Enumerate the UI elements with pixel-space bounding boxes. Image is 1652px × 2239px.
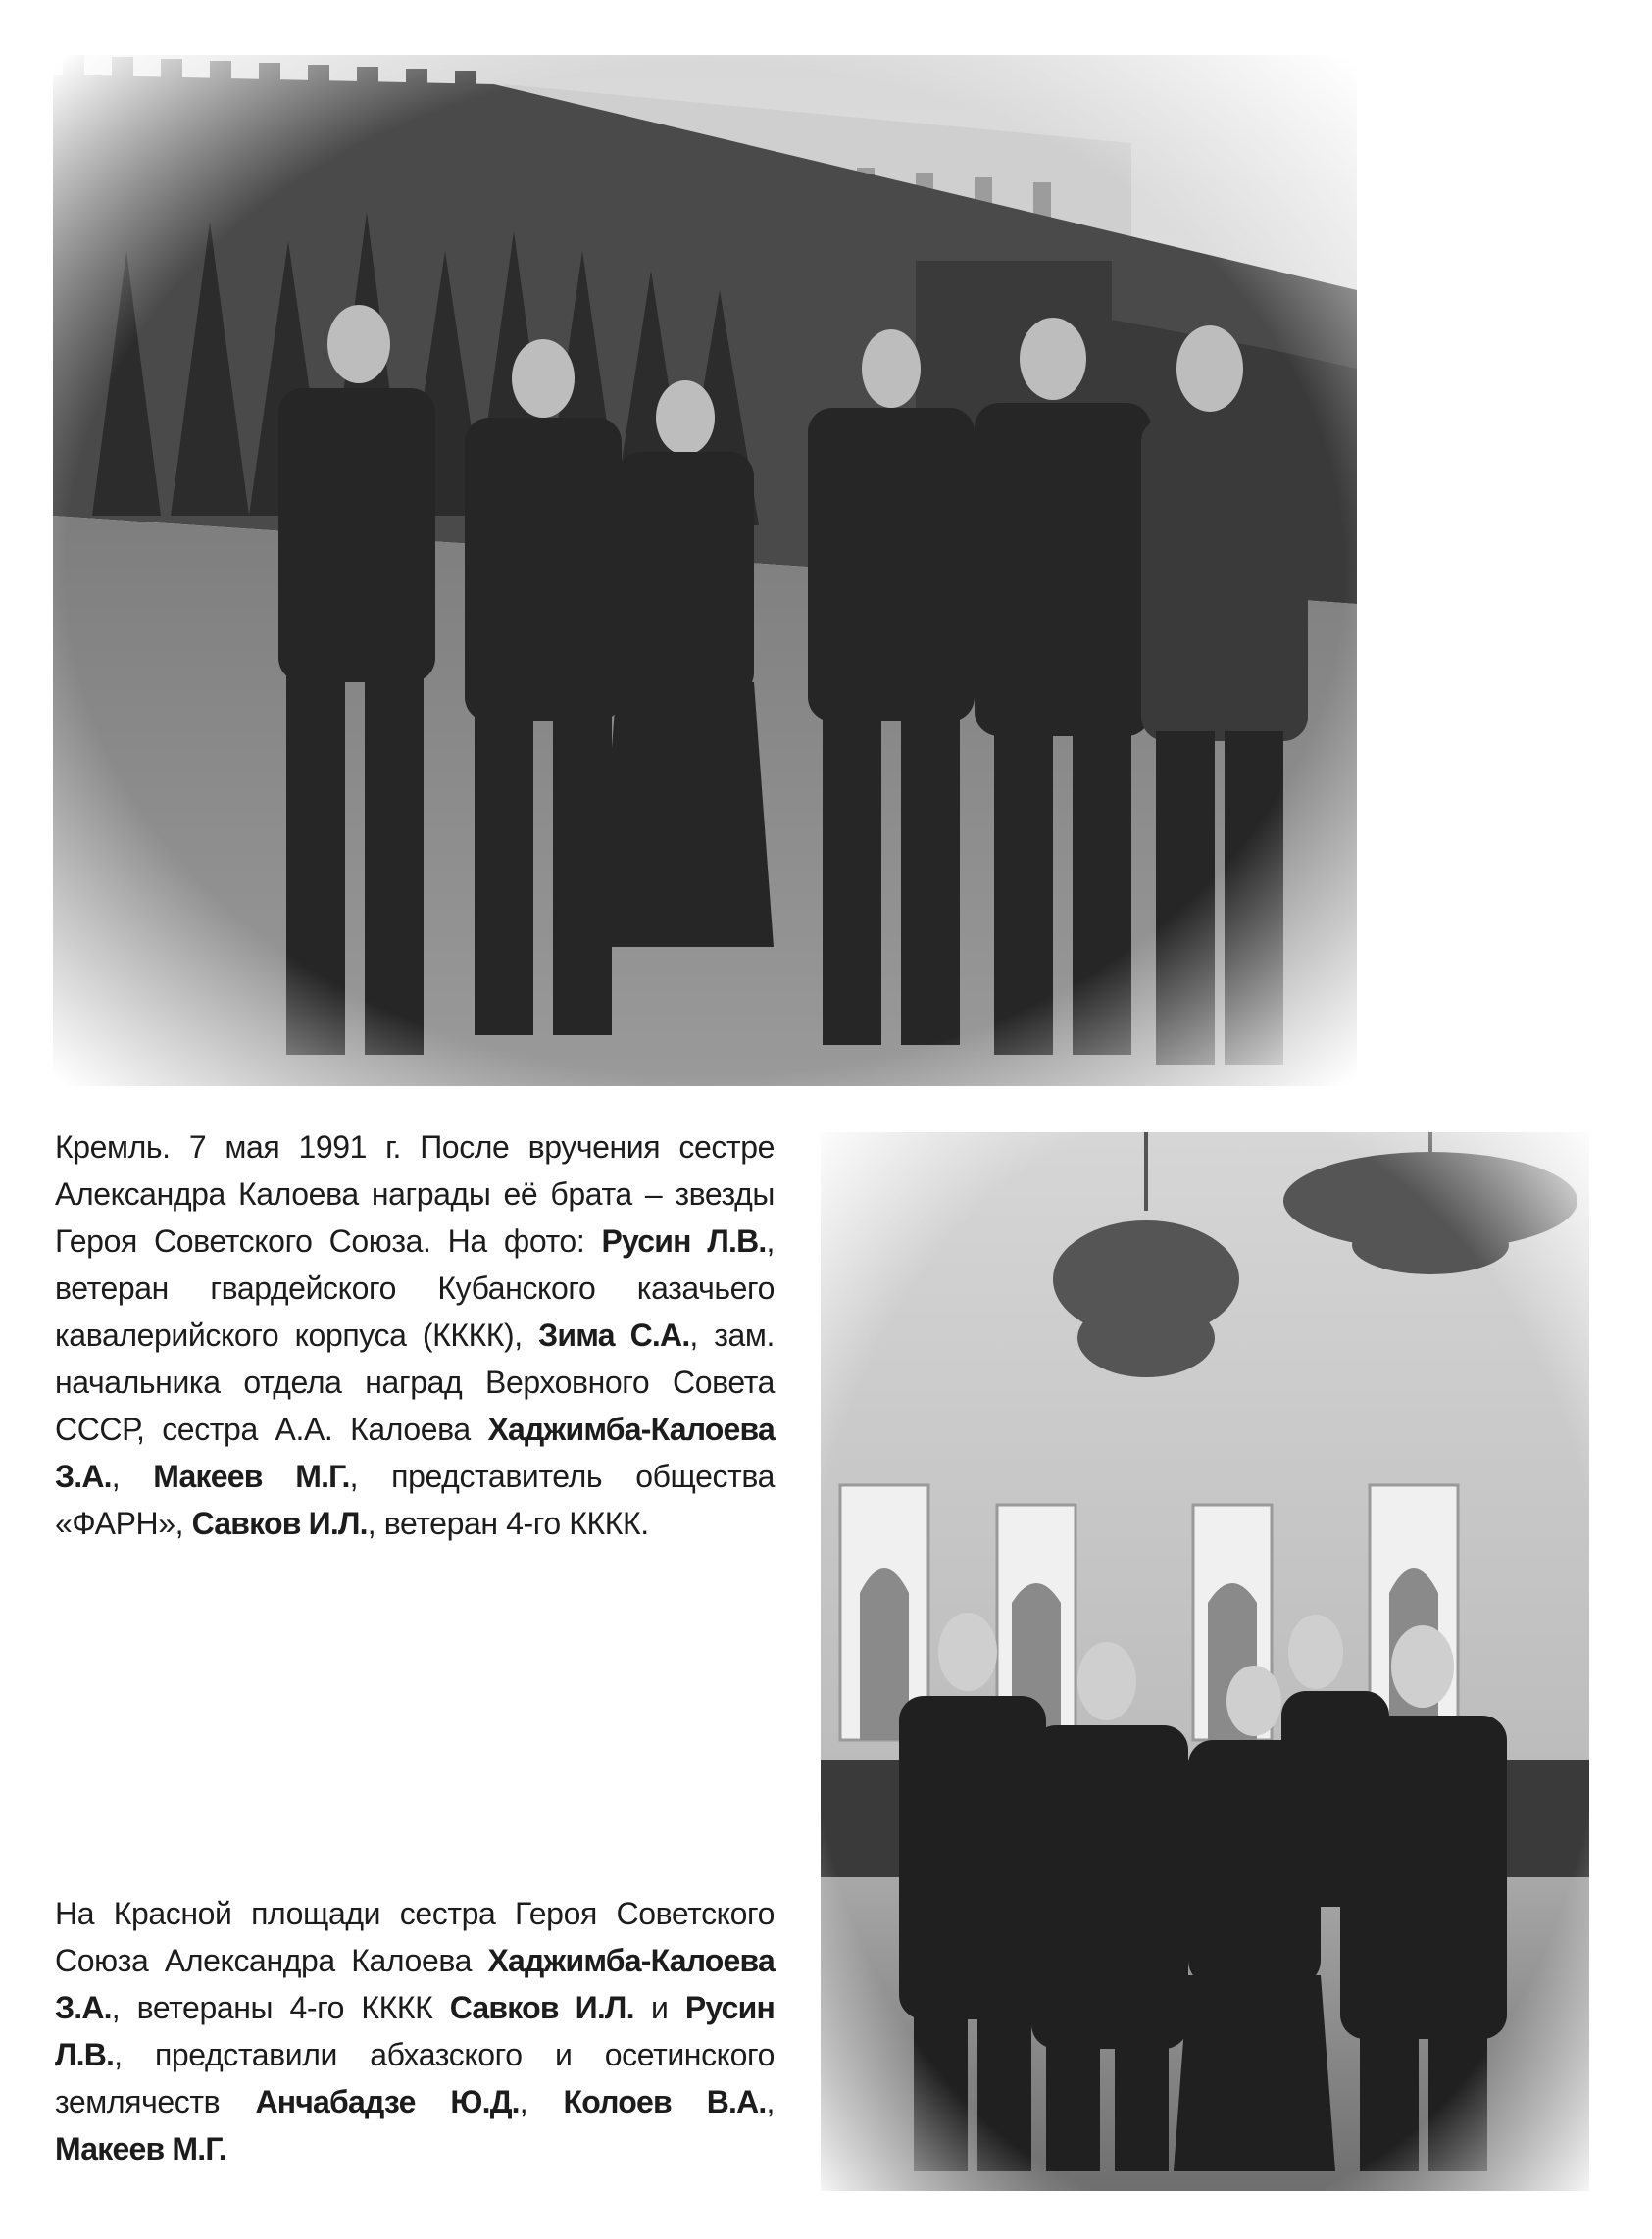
person-name: Савков И.Л. [449,1990,634,2025]
caption-text: и [633,1990,685,2025]
caption-top [55,1123,775,1547]
person-name: Савков И.Л. [191,1506,368,1541]
caption-bottom [55,1890,775,2172]
caption-text: , ветеран гвардейского Кубанского казачьего кавалерийского корпуса (КККК), [55,1223,775,1353]
person-name: Макеев М.Г. [153,1459,350,1494]
caption-text: Кремль. 7 мая 1991 г. После вручения сестре Александра Калоева награды её брата – звезды Героя Советского Союза. На фото: [55,1129,775,1259]
photo-kremlin-hall-group [821,1132,1589,2191]
caption-text: , [111,1459,154,1494]
caption-text: , ветеран 4-го КККК. [367,1506,649,1541]
person-name: Зима С.А. [538,1318,690,1353]
caption-text: , [766,2084,775,2119]
photo-kremlin-red-square-group-icon [53,55,1357,1086]
caption-text: , представили абхазского и осетинского землячеств [55,2037,775,2119]
caption-text: , ветераны 4-го КККК [111,1990,450,2025]
photo-red-square-group [53,55,1357,1086]
person-name: Русин Л.В. [55,1990,775,2072]
caption-text: На Красной площади сестра Героя Советского Союза Александра Калоева [55,1896,775,1978]
caption-text: , [519,2084,564,2119]
caption-text: , представитель общества «ФАРН», [55,1459,776,1541]
photo-kremlin-hall-group-icon [821,1132,1589,2191]
person-name: Русин Л.В. [601,1223,767,1259]
caption-text: , зам. начальника отдела наград Верховного Совета СССР, сестра А.А. Калоева [55,1318,775,1447]
person-name: Анчабадзе Ю.Д. [255,2084,520,2119]
person-name: Макеев М.Г. [55,2131,226,2166]
person-name: Хаджимба-Калоева З.А. [55,1943,775,2025]
person-name: Хаджимба-Калоева З.А. [55,1412,775,1494]
person-name: Колоев В.А. [563,2084,767,2119]
